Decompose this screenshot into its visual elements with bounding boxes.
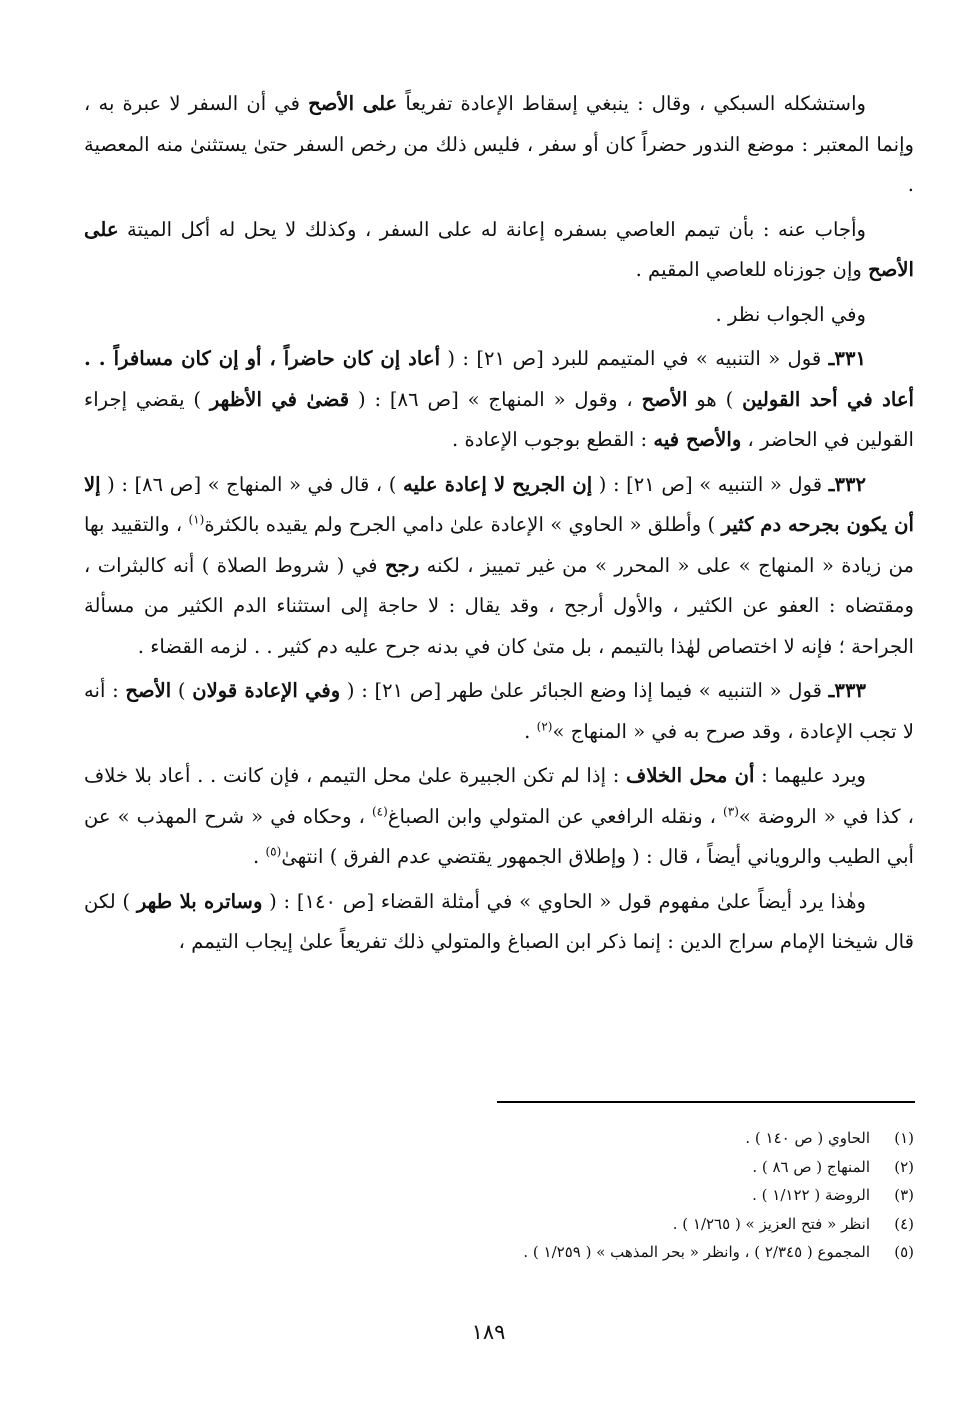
footnote-ref: (٥) [265,844,282,859]
text-segment: وهٰذا يرد أيضاً علىٰ مفهوم قول « الحاوي » في أمثلة القضاء [ص ١٤٠] : ( [262,889,867,913]
paragraph [84,882,914,963]
text-segment: ) وأطلق « الحاوي » الإعادة علىٰ دامي الجرح ولم يقيده بالكثرة [204,513,722,536]
text-segment: ، ونقله الرافعي عن المتولي وابن الصباغ [387,804,724,828]
footnote-text: المنهاج ( ص ٨٦ ) . [752,1157,870,1176]
footnote-number: (٢) [894,1157,914,1176]
bold-text: والأصح فيه [653,428,742,451]
bold-text: رجح [384,553,420,577]
bold-text: قضىٰ في الأظهر [209,387,350,411]
footnote [84,1153,914,1182]
footnote [84,1181,914,1210]
footnote-text: الحاوي ( ص ١٤٠ ) . [745,1129,870,1147]
bold-text: ٣٣٣ـ [828,679,866,702]
footnote-text: المجموع ( ٢/٣٤٥ ) ، وانظر « بحر المذهب » ( ١/٢٥٩ ) . [523,1243,870,1261]
text-segment: واستشكله السبكي ، وقال : ينبغي إسقاط الإعادة تفريعاً [397,92,867,115]
footnote-number: (٥) [894,1243,914,1261]
footnote-separator [497,1101,915,1103]
paragraph [84,671,914,752]
paragraph [84,756,914,878]
text-segment: في أن السفر لا عبرة به ، وإنما المعتبر : موضع الندور حضراً كان أو سفر ، فليس ذلك من رخص السفر حتىٰ يستثنىٰ منه المعصية . [84,92,914,196]
text-segment: ) [171,679,193,702]
text-segment: ، وقول « المنهاج » [ص ٨٦] : ( [349,387,642,411]
text-segment: : إذا لم تكن الجبيرة علىٰ محل التيمم ، فإن كانت . . أعاد بلا خلاف ، كذا في « الروضة » [84,764,914,828]
text-segment: وإن جوزناه للعاصي المقيم . [635,258,869,281]
text-segment: . [253,845,266,868]
text-segment: ، وحكاه في « شرح المهذب » عن أبي الطيب والروياني أيضاً ، قال : ( وإطلاق الجمهور يقتضي عدم الفرق ) انتهىٰ [84,804,914,868]
footnote [84,1124,914,1153]
bold-text: إلا أن يكون بجرحه دم كثير [84,472,914,536]
text-segment: ) ، قال في « المنهاج » [ص ٨٦] : ( [100,472,403,496]
footnote [84,1210,914,1239]
bold-text: الأصح [125,679,172,702]
bold-text: ٣٣١ـ [828,347,866,370]
paragraph [84,295,914,336]
footnote [84,1238,914,1267]
text-segment: . [524,719,537,743]
text-segment: ) هو [687,387,743,411]
paragraph [84,339,914,461]
text-segment: قول « التنبيه » [ص ٢١] : ( [592,472,829,496]
main-text [84,84,914,963]
text-segment: قول « التنبيه » فيما إذا وضع الجبائر علىٰ طهر [ص ٢١] : ( [340,679,829,702]
bold-text: على الأصح [84,217,914,281]
text-segment: وفي الجواب نظر . [715,302,866,326]
bold-text: إن الجريح لا إعادة عليه [402,472,593,496]
footnotes [84,1124,914,1267]
text-segment: ويرد عليهما : [754,764,866,787]
bold-text: وفي الإعادة قولان [192,679,341,702]
paragraph [84,84,914,206]
bold-text: الأصح [641,387,688,411]
paragraph [84,465,914,668]
text-segment: ) لكن قال شيخنا الإمام سراج الدين : إنما ذكر ابن الصباغ والمتولي ذلك تفريعاً علىٰ إيجاب التيمم ، [84,889,914,953]
text-segment: : القطع بوجوب الإعادة . [452,428,654,451]
bold-text: أعاد إن كان حاضراً ، أو إن كان مسافراً . . أعاد في أحد القولين [84,347,914,411]
text-segment: وأجاب عنه : بأن تيمم العاصي بسفره إعانة له على السفر ، وكذلك لا يحل له أكل الميتة [118,217,866,241]
paragraph [84,210,914,291]
footnote-number: (٤) [894,1214,914,1233]
footnote-ref: (٢) [536,718,553,733]
footnote-number: (١) [894,1129,914,1147]
bold-text: وساتره بلا طهر [136,889,263,913]
footnote-ref: (٤) [371,803,388,818]
footnote-text: انظر « فتح العزيز » ( ١/٢٦٥ ) . [672,1214,870,1233]
bold-text: ٣٣٢ـ [828,472,867,496]
footnote-text: الروضة ( ١/١٢٢ ) . [752,1186,870,1204]
text-segment: ) يقضي إجراء القولين في الحاضر ، [84,387,914,451]
bold-text: على الأصح [308,92,398,115]
text-segment: في ( شروط الصلاة ) أنه كالبثرات ، ومقتضاه : العفو عن الكثير ، والأول أرجح ، وقد يقال : لا حاجة إلى استثناء الدم الكثير من مسألة الجراحة ؛ فإنه لا اختصاص لهٰذا بالتيمم ، بل متىٰ كان في بدنه جرح عليه دم كثير . . لزمه القضاء . [84,553,914,658]
text-segment: : أنه لا تجب الإعادة ، وقد صرح به في « المنهاج » [84,679,914,743]
text-segment: قول « التنبيه » في المتيمم للبرد [ص ٢١] : ( [440,347,829,370]
footnote-ref: (٣) [723,803,739,818]
page-number: ١٨٩ [471,1320,506,1344]
bold-text: أن محل الخلاف [626,764,755,787]
footnote-ref: (١) [188,512,205,527]
footnote-number: (٣) [894,1186,914,1204]
text-segment: ، والتقييد بها من زيادة « المنهاج » على « المحرر » من غير تمييز ، لكنه [84,513,914,577]
